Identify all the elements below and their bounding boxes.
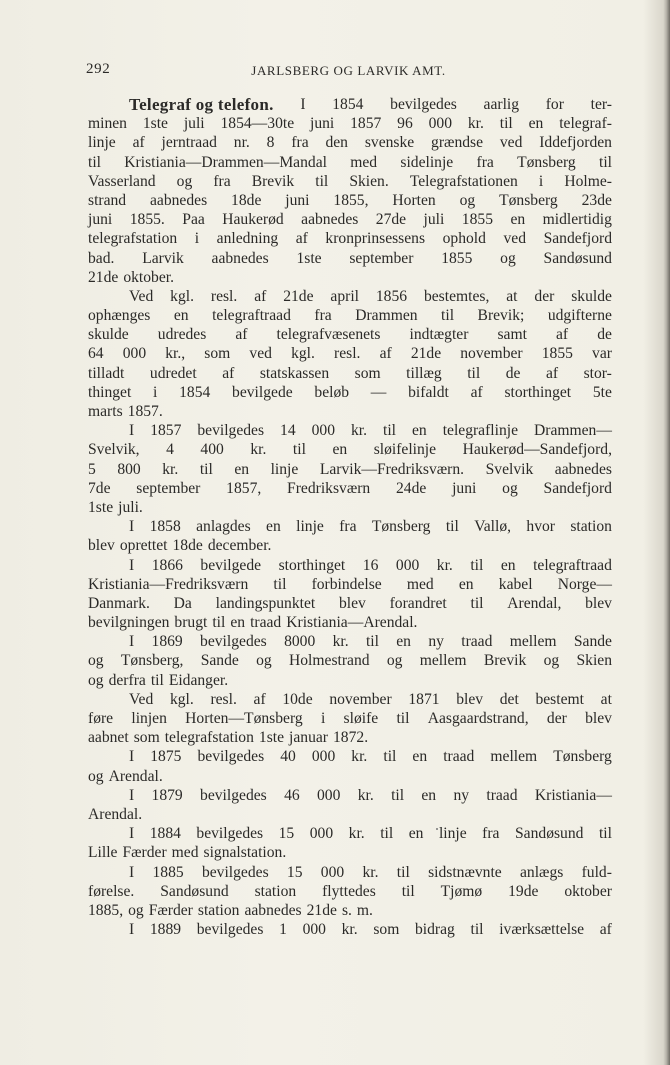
page-number: 292 <box>86 61 111 77</box>
text-line: linje af jerntraad nr. 8 fra den svenske grændse ved Iddefjorden <box>88 134 612 152</box>
text-line: Lille Færder med signalstation. <box>88 844 287 862</box>
text-line: I 1875 bevilgedes 40 000 kr. til en traad mellem Tønsberg <box>129 748 612 766</box>
body-text <box>88 95 612 939</box>
text-line: Ved kgl. resl. af 10de november 1871 blev det bestemt at <box>129 690 612 708</box>
text-line: og derfra til Eidanger. <box>88 671 229 689</box>
text-line: Danmark. Da landingspunktet blev forandret til Arendal, blev <box>88 594 612 612</box>
text-line: 21de oktober. <box>88 268 174 286</box>
section-title: Telegraf og telefon. <box>129 95 274 114</box>
text-line: I 1889 bevilgedes 1 000 kr. som bidrag til iværksættelse af <box>129 921 612 939</box>
text-line: telegrafstation i anledning af kronprinsessens ophold ved Sandefjord <box>88 230 612 248</box>
text-line: aabnet som telegrafstation 1ste januar 1872. <box>88 729 369 747</box>
text-line: føre linjen Horten—Tønsberg i sløife til Aasgaardstrand, der blev <box>88 710 612 727</box>
print-speck <box>436 828 438 830</box>
text-line: I 1857 bevilgedes 14 000 kr. til en telegraflinje Drammen— <box>129 422 612 440</box>
text-line: thinget i 1854 bevilgede beløb — bifaldt af storthinget 5te <box>88 383 612 401</box>
text-line: 5 800 kr. til en linje Larvik—Fredriksværn. Svelvik aabnedes <box>88 460 612 478</box>
text-line: 1885, og Færder station aabnedes 21de s. m. <box>88 901 373 919</box>
text-line: I 1884 bevilgedes 15 000 kr. til en linje fra Sandøsund til <box>129 825 612 843</box>
text-line: I 1869 bevilgedes 8000 kr. til en ny traad mellem Sande <box>129 633 612 651</box>
text-line: Vasserland og fra Brevik til Skien. Telegrafstationen i Holme- <box>88 172 612 190</box>
text-line: ophænges en telegraftraad fra Drammen til Brevik; udgifterne <box>88 307 612 325</box>
text-line: og Tønsberg, Sande og Holmestrand og mellem Brevik og Skien <box>88 652 612 670</box>
text-line: Arendal. <box>88 805 143 823</box>
text-line: bevilgningen brugt til en traad Kristiania—Arendal. <box>88 614 418 632</box>
text-line: blev oprettet 18de december. <box>88 537 272 555</box>
text-line: I 1858 anlagdes en linje fra Tønsberg til Vallø, hvor station <box>129 518 612 536</box>
text-line: I 1885 bevilgedes 15 000 kr. til sidstnævnte anlægs fuld- <box>129 863 612 881</box>
page-edge <box>666 0 670 1065</box>
text-line: marts 1857. <box>88 403 163 420</box>
text-line: Telegraf og telefon. I 1854 bevilgedes aarlig for ter- <box>129 95 612 114</box>
text-line: skulde udredes af telegrafvæsenets indtægter samt af de <box>88 326 612 344</box>
text-line: I 1879 bevilgedes 46 000 kr. til en ny traad Kristiania— <box>129 786 612 804</box>
text-line: Ved kgl. resl. af 21de april 1856 bestemtes, at der skulde <box>129 287 612 305</box>
text-line: Svelvik, 4 400 kr. til en sløifelinje Haukerød—Sandefjord, <box>88 441 612 459</box>
text-line: strand aabnedes 18de juni 1855, Horten og Tønsberg 23de <box>88 191 612 209</box>
text-line: til Kristiania—Drammen—Mandal med sidelinje fra Tønsberg til <box>88 153 612 171</box>
page-header <box>86 61 611 81</box>
text-line: I 1866 bevilgede storthinget 16 000 kr. til en telegraftraad <box>129 556 612 574</box>
text-line: 64 000 kr., som ved kgl. resl. af 21de november 1855 var <box>88 345 612 363</box>
text-line: 7de september 1857, Fredriksværn 24de juni og Sandefjord <box>88 479 612 497</box>
text-line: minen 1ste juli 1854—30te juni 1857 96 000 kr. til en telegraf- <box>88 115 612 133</box>
text-line: tilladt udredet af statskassen som tillæg til de af stor- <box>88 364 612 382</box>
text-line: Kristiania—Fredriksværn til forbindelse med en kabel Norge— <box>88 575 612 593</box>
text-line: juni 1855. Paa Haukerød aabnedes 27de juli 1855 en midlertidig <box>88 211 612 229</box>
text-line: og Arendal. <box>88 767 163 785</box>
text-line: bad. Larvik aabnedes 1ste september 1855 og Sandøsund <box>88 249 612 267</box>
text-line: 1ste juli. <box>88 498 143 516</box>
text-line: førelse. Sandøsund station flyttedes til Tjømø 19de oktober <box>88 882 612 900</box>
running-head: JARLSBERG OG LARVIK AMT. <box>251 63 446 78</box>
